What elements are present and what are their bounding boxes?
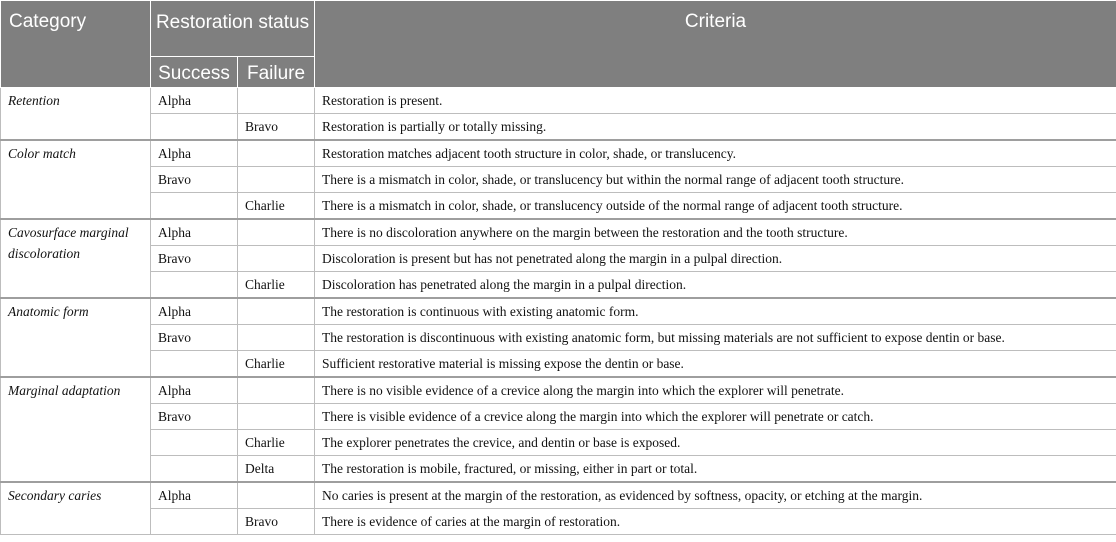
criteria-cell: The restoration is discontinuous with existing anatomic form, but missing materials are not sufficient to expose dentin or base.	[315, 325, 1116, 351]
criteria-cell: Sufficient restorative material is missing expose the dentin or base.	[315, 351, 1116, 378]
failure-cell	[238, 219, 315, 246]
table-row	[1, 193, 1116, 220]
failure-cell	[238, 88, 315, 114]
criteria-cell: Discoloration is present but has not penetrated along the margin in a pulpal direction.	[315, 246, 1116, 272]
header-failure: Failure	[238, 57, 315, 88]
table-row	[1, 88, 1116, 114]
header-success: Success	[151, 57, 238, 88]
category-cell: Secondary caries	[1, 482, 151, 535]
criteria-cell: Discoloration has penetrated along the margin in a pulpal direction.	[315, 272, 1116, 299]
success-cell: Alpha	[151, 377, 238, 404]
table-row	[1, 456, 1116, 483]
failure-cell: Bravo	[238, 509, 315, 535]
success-cell: Bravo	[151, 246, 238, 272]
success-cell: Bravo	[151, 404, 238, 430]
table-row	[1, 167, 1116, 193]
failure-cell	[238, 246, 315, 272]
table-row	[1, 430, 1116, 456]
failure-cell	[238, 140, 315, 167]
header-restoration-status: Restoration status	[151, 1, 315, 57]
success-cell	[151, 272, 238, 299]
table-row	[1, 298, 1116, 325]
success-cell	[151, 114, 238, 141]
table-row	[1, 482, 1116, 509]
header-criteria: Criteria	[315, 1, 1116, 88]
category-cell: Retention	[1, 88, 151, 141]
table-row	[1, 246, 1116, 272]
category-cell: Color match	[1, 140, 151, 219]
table-body	[1, 88, 1116, 535]
criteria-cell: There is a mismatch in color, shade, or translucency but within the normal range of adjacent tooth structure.	[315, 167, 1116, 193]
failure-cell	[238, 325, 315, 351]
criteria-cell: There is no visible evidence of a crevice along the margin into which the explorer will penetrate.	[315, 377, 1116, 404]
table-row	[1, 509, 1116, 535]
success-cell: Alpha	[151, 482, 238, 509]
criteria-cell: Restoration matches adjacent tooth structure in color, shade, or translucency.	[315, 140, 1116, 167]
header-category: Category	[1, 1, 151, 88]
failure-cell: Charlie	[238, 430, 315, 456]
criteria-cell: No caries is present at the margin of the restoration, as evidenced by softness, opacity, or etching at the margin.	[315, 482, 1116, 509]
failure-cell: Bravo	[238, 114, 315, 141]
failure-cell	[238, 167, 315, 193]
table-row	[1, 351, 1116, 378]
criteria-cell: There is a mismatch in color, shade, or translucency outside of the normal range of adjacent tooth structure.	[315, 193, 1116, 220]
success-cell: Alpha	[151, 140, 238, 167]
table-row	[1, 404, 1116, 430]
criteria-cell: There is evidence of caries at the margin of restoration.	[315, 509, 1116, 535]
criteria-cell: Restoration is partially or totally missing.	[315, 114, 1116, 141]
failure-cell	[238, 482, 315, 509]
failure-cell: Charlie	[238, 272, 315, 299]
table-row	[1, 114, 1116, 141]
failure-cell	[238, 298, 315, 325]
criteria-cell: The restoration is mobile, fractured, or missing, either in part or total.	[315, 456, 1116, 483]
success-cell	[151, 430, 238, 456]
success-cell: Bravo	[151, 167, 238, 193]
success-cell: Alpha	[151, 219, 238, 246]
success-cell: Bravo	[151, 325, 238, 351]
failure-cell: Charlie	[238, 351, 315, 378]
table-header	[1, 1, 1116, 88]
success-cell	[151, 509, 238, 535]
criteria-cell: Restoration is present.	[315, 88, 1116, 114]
success-cell: Alpha	[151, 298, 238, 325]
failure-cell	[238, 404, 315, 430]
criteria-cell: There is no discoloration anywhere on the margin between the restoration and the tooth structure.	[315, 219, 1116, 246]
failure-cell: Charlie	[238, 193, 315, 220]
category-cell: Marginal adaptation	[1, 377, 151, 482]
table-row	[1, 377, 1116, 404]
criteria-cell: The explorer penetrates the crevice, and dentin or base is exposed.	[315, 430, 1116, 456]
success-cell: Alpha	[151, 88, 238, 114]
failure-cell	[238, 377, 315, 404]
table-row	[1, 219, 1116, 246]
failure-cell: Delta	[238, 456, 315, 483]
success-cell	[151, 193, 238, 220]
category-cell: Anatomic form	[1, 298, 151, 377]
criteria-cell: The restoration is continuous with existing anatomic form.	[315, 298, 1116, 325]
table-row	[1, 272, 1116, 299]
success-cell	[151, 351, 238, 378]
success-cell	[151, 456, 238, 483]
table-row	[1, 325, 1116, 351]
criteria-cell: There is visible evidence of a crevice along the margin into which the explorer will penetrate or catch.	[315, 404, 1116, 430]
category-cell: Cavosurface marginal discoloration	[1, 219, 151, 298]
table-row	[1, 140, 1116, 167]
